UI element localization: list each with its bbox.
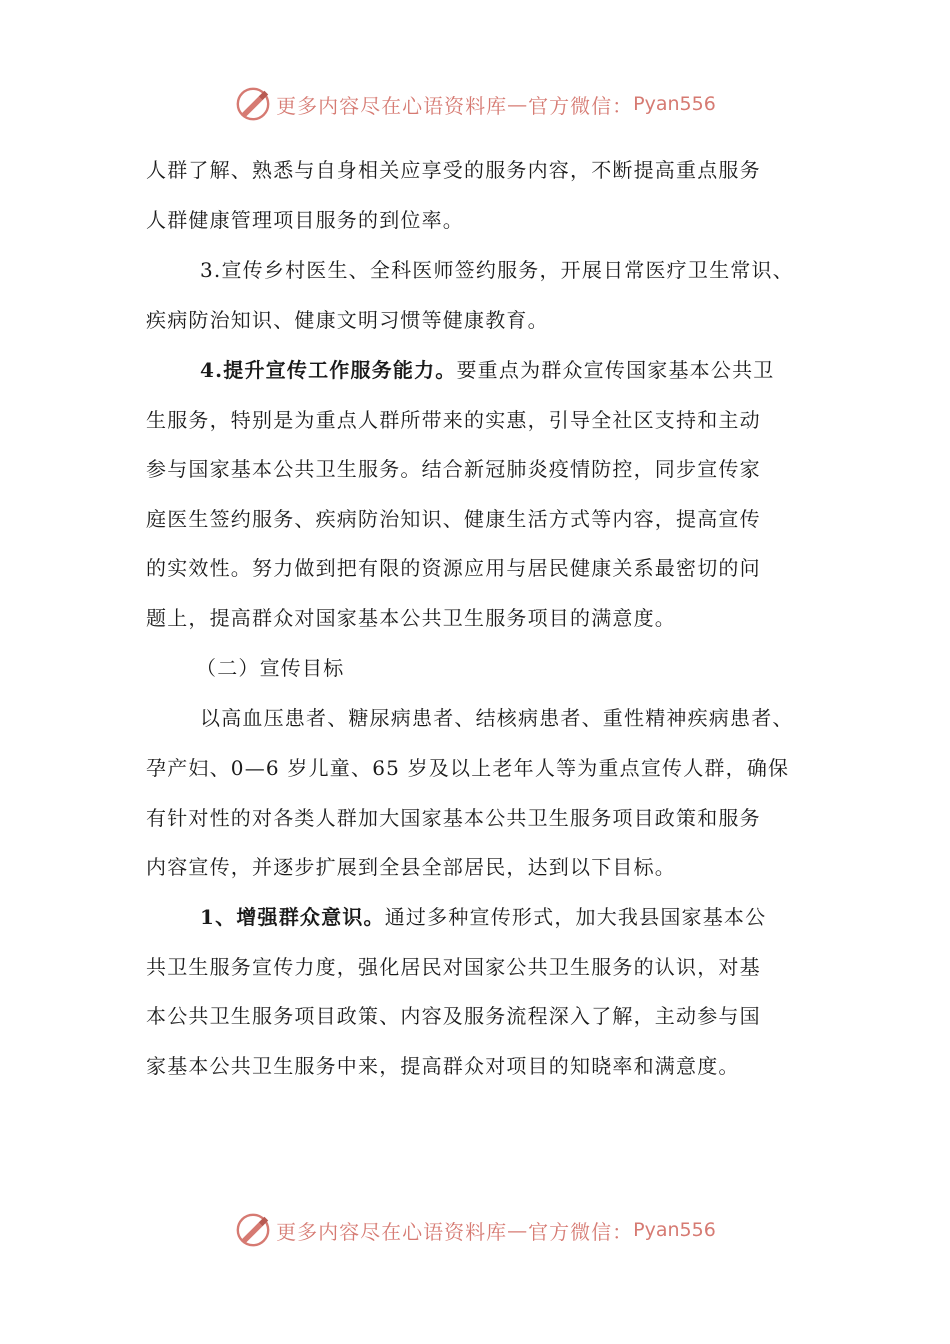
text-line: 家基本公共卫生服务中来，提高群众对项目的知晓率和满意度。 (146, 1054, 740, 1078)
text-line: 的实效性。努力做到把有限的资源应用与居民健康关系最密切的问 (146, 556, 761, 580)
text-line: 有针对性的对各类人群加大国家基本公共卫生服务项目政策和服务 (146, 806, 761, 830)
watermark-wechat-id: Pyan556 (633, 93, 716, 115)
text-line: 共卫生服务宣传力度，强化居民对国家公共卫生服务的认识，对基 (146, 955, 761, 979)
text-line: 内容宣传，并逐步扩展到全县全部居民，达到以下目标。 (146, 855, 676, 879)
text-run: 要重点为群众宣传国家基本公共卫 (456, 358, 775, 382)
text-line: 本公共卫生服务项目政策、内容及服务流程深入了解，主动参与国 (146, 1004, 761, 1028)
watermark-dash: — (507, 92, 529, 116)
text-run: 通过多种宣传形式，加大我县国家基本公 (384, 905, 767, 929)
text-line: 以高血压患者、糖尿病患者、结核病患者、重性精神疾病患者、 (200, 706, 794, 730)
text-line: 人群健康管理项目服务的到位率。 (146, 208, 464, 232)
watermark-brand: 更多内容尽在心语资料库 (276, 93, 508, 118)
text-line: 庭医生签约服务、疾病防治知识、健康生活方式等内容，提高宣传 (146, 507, 761, 531)
watermark-dash: — (507, 1218, 529, 1242)
text-line: 孕产妇、0—6 岁儿童、65 岁及以上老年人等为重点宣传人群，确保 (146, 756, 790, 780)
paragraph-first-line (200, 358, 774, 382)
section-title: （二）宣传目标 (196, 656, 345, 680)
text-line: 人群了解、熟悉与自身相关应享受的服务内容，不断提高重点服务 (146, 158, 761, 182)
paragraph-heading: 4.提升宣传工作服务能力。 (200, 358, 457, 382)
watermark-wechat-id: Pyan556 (633, 1219, 716, 1241)
footer-watermark (0, 1208, 950, 1252)
text-line: 3.宣传乡村医生、全科医师签约服务，开展日常医疗卫生常识、 (200, 258, 794, 282)
paragraph-heading: 1、增强群众意识。 (200, 905, 385, 929)
paragraph-first-line (200, 905, 766, 929)
text-line: 参与国家基本公共卫生服务。结合新冠肺炎疫情防控，同步宣传家 (146, 457, 761, 481)
watermark-wechat-label: 官方微信： (528, 93, 634, 118)
pen-logo-icon (234, 85, 272, 123)
text-line: 生服务，特别是为重点人群所带来的实惠，引导全社区支持和主动 (146, 408, 761, 432)
watermark-brand: 更多内容尽在心语资料库 (276, 1219, 508, 1244)
pen-logo-icon (234, 1211, 272, 1249)
header-watermark (0, 82, 950, 126)
text-line: 题上，提高群众对国家基本公共卫生服务项目的满意度。 (146, 606, 676, 630)
watermark-wechat-label: 官方微信： (528, 1219, 634, 1244)
text-line: 疾病防治知识、健康文明习惯等健康教育。 (146, 308, 549, 332)
